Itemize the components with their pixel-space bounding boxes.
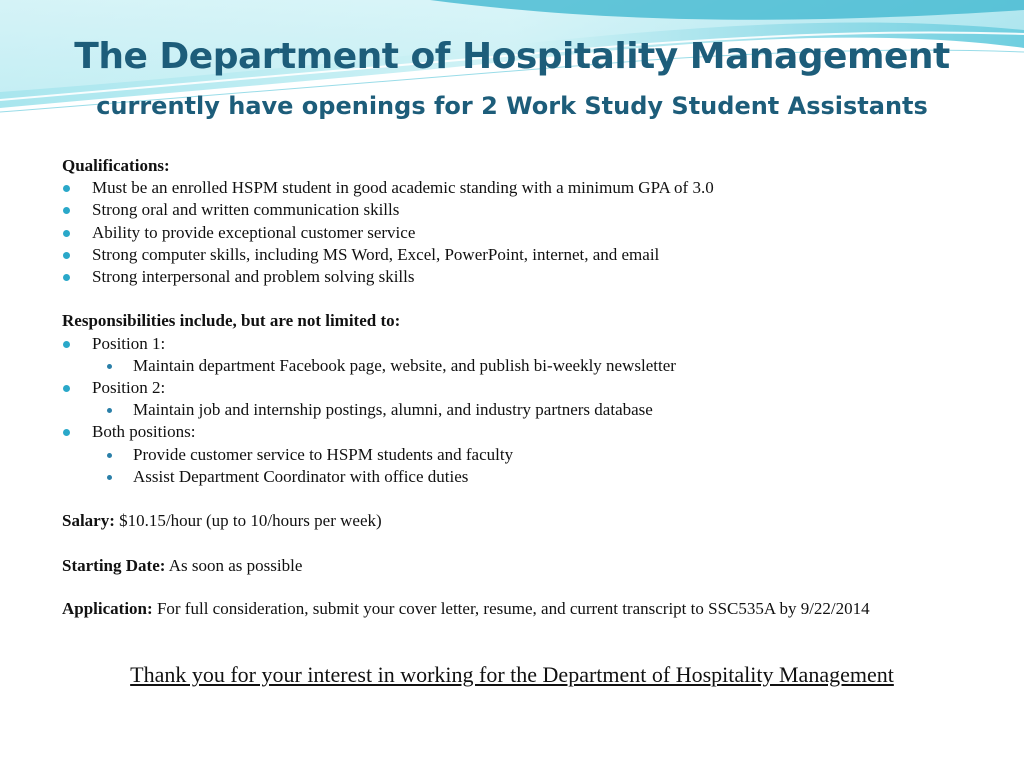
starting-date-label: Starting Date: bbox=[62, 555, 166, 575]
salary-label: Salary: bbox=[62, 511, 115, 531]
page-title: The Department of Hospitality Management bbox=[74, 36, 950, 77]
list-item: Provide customer service to HSPM students and faculty bbox=[62, 444, 962, 466]
list-item: Must be an enrolled HSPM student in good academic standing with a minimum GPA of 3.0 bbox=[62, 177, 962, 199]
position-1-label: Position 1: bbox=[62, 333, 962, 355]
both-positions-label: Both positions: bbox=[62, 421, 962, 443]
list-item: Strong interpersonal and problem solving skills bbox=[62, 266, 962, 288]
position-2-label: Position 2: bbox=[62, 377, 962, 399]
application-label: Application: bbox=[62, 599, 153, 618]
list-item: Maintain department Facebook page, website, and publish bi-weekly newsletter bbox=[62, 355, 962, 377]
qualifications-list bbox=[62, 177, 962, 288]
salary-value: $10.15/hour (up to 10/hours per week) bbox=[119, 511, 382, 531]
page-subtitle: currently have openings for 2 Work Study Student Assistants bbox=[96, 92, 928, 120]
list-item: Maintain job and internship postings, alumni, and industry partners database bbox=[62, 399, 962, 421]
application-line bbox=[62, 599, 962, 619]
responsibilities-heading: Responsibilities include, but are not limited to: bbox=[62, 311, 401, 331]
starting-date-line bbox=[62, 555, 962, 577]
starting-date-value: As soon as possible bbox=[168, 555, 303, 575]
thank-you-note: Thank you for your interest in working for the Department of Hospitality Management bbox=[130, 662, 894, 687]
qualifications-heading: Qualifications: bbox=[62, 156, 170, 175]
slide-body bbox=[62, 155, 962, 619]
responsibilities-list bbox=[62, 333, 962, 488]
list-item: Ability to provide exceptional customer service bbox=[62, 222, 962, 244]
list-item: Assist Department Coordinator with office duties bbox=[62, 466, 962, 488]
list-item: Strong oral and written communication skills bbox=[62, 199, 962, 221]
list-item: Strong computer skills, including MS Word, Excel, PowerPoint, internet, and email bbox=[62, 244, 962, 266]
application-value: For full consideration, submit your cover letter, resume, and current transcript to SSC535A by 9/22/2014 bbox=[156, 599, 870, 618]
salary-line bbox=[62, 510, 962, 532]
